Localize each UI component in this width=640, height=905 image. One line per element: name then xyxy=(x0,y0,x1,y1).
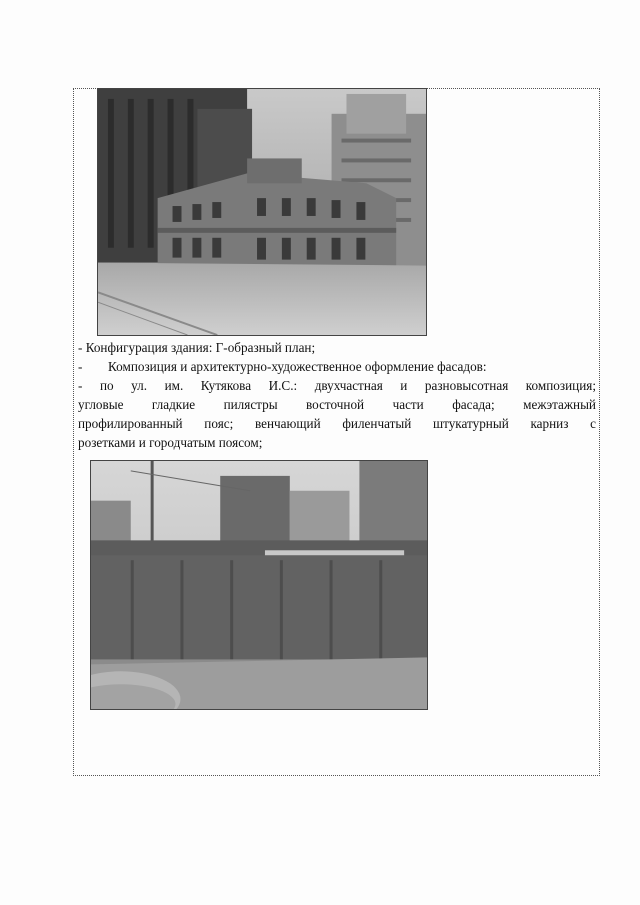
building-photo-2 xyxy=(90,460,428,710)
street-text: по ул. им. Кутякова И.С.: двухчастная и разновысотная композиция; xyxy=(100,378,596,393)
bullet-dash: - xyxy=(78,378,83,393)
config-line: - Конфигурация здания: Г-образный план; xyxy=(78,340,316,355)
street-line xyxy=(78,376,596,395)
building-photo-2-image xyxy=(91,461,427,709)
building-photo-1 xyxy=(97,88,427,336)
pilasters-line: угловые гладкие пилястры восточной части фасада; межэтажный xyxy=(78,397,596,412)
rosettes-line: розетками и городчатым поясом; xyxy=(78,435,263,450)
composition-line xyxy=(78,357,596,376)
bullet-dash: - xyxy=(78,359,83,374)
building-photo-1-image xyxy=(98,89,426,335)
description-text xyxy=(78,338,596,452)
composition-text: Композиция и архитектурно-художественное оформление фасадов: xyxy=(108,359,487,374)
belt-line: профилированный пояс; венчающий филенчатый штукатурный карниз с xyxy=(78,416,596,431)
